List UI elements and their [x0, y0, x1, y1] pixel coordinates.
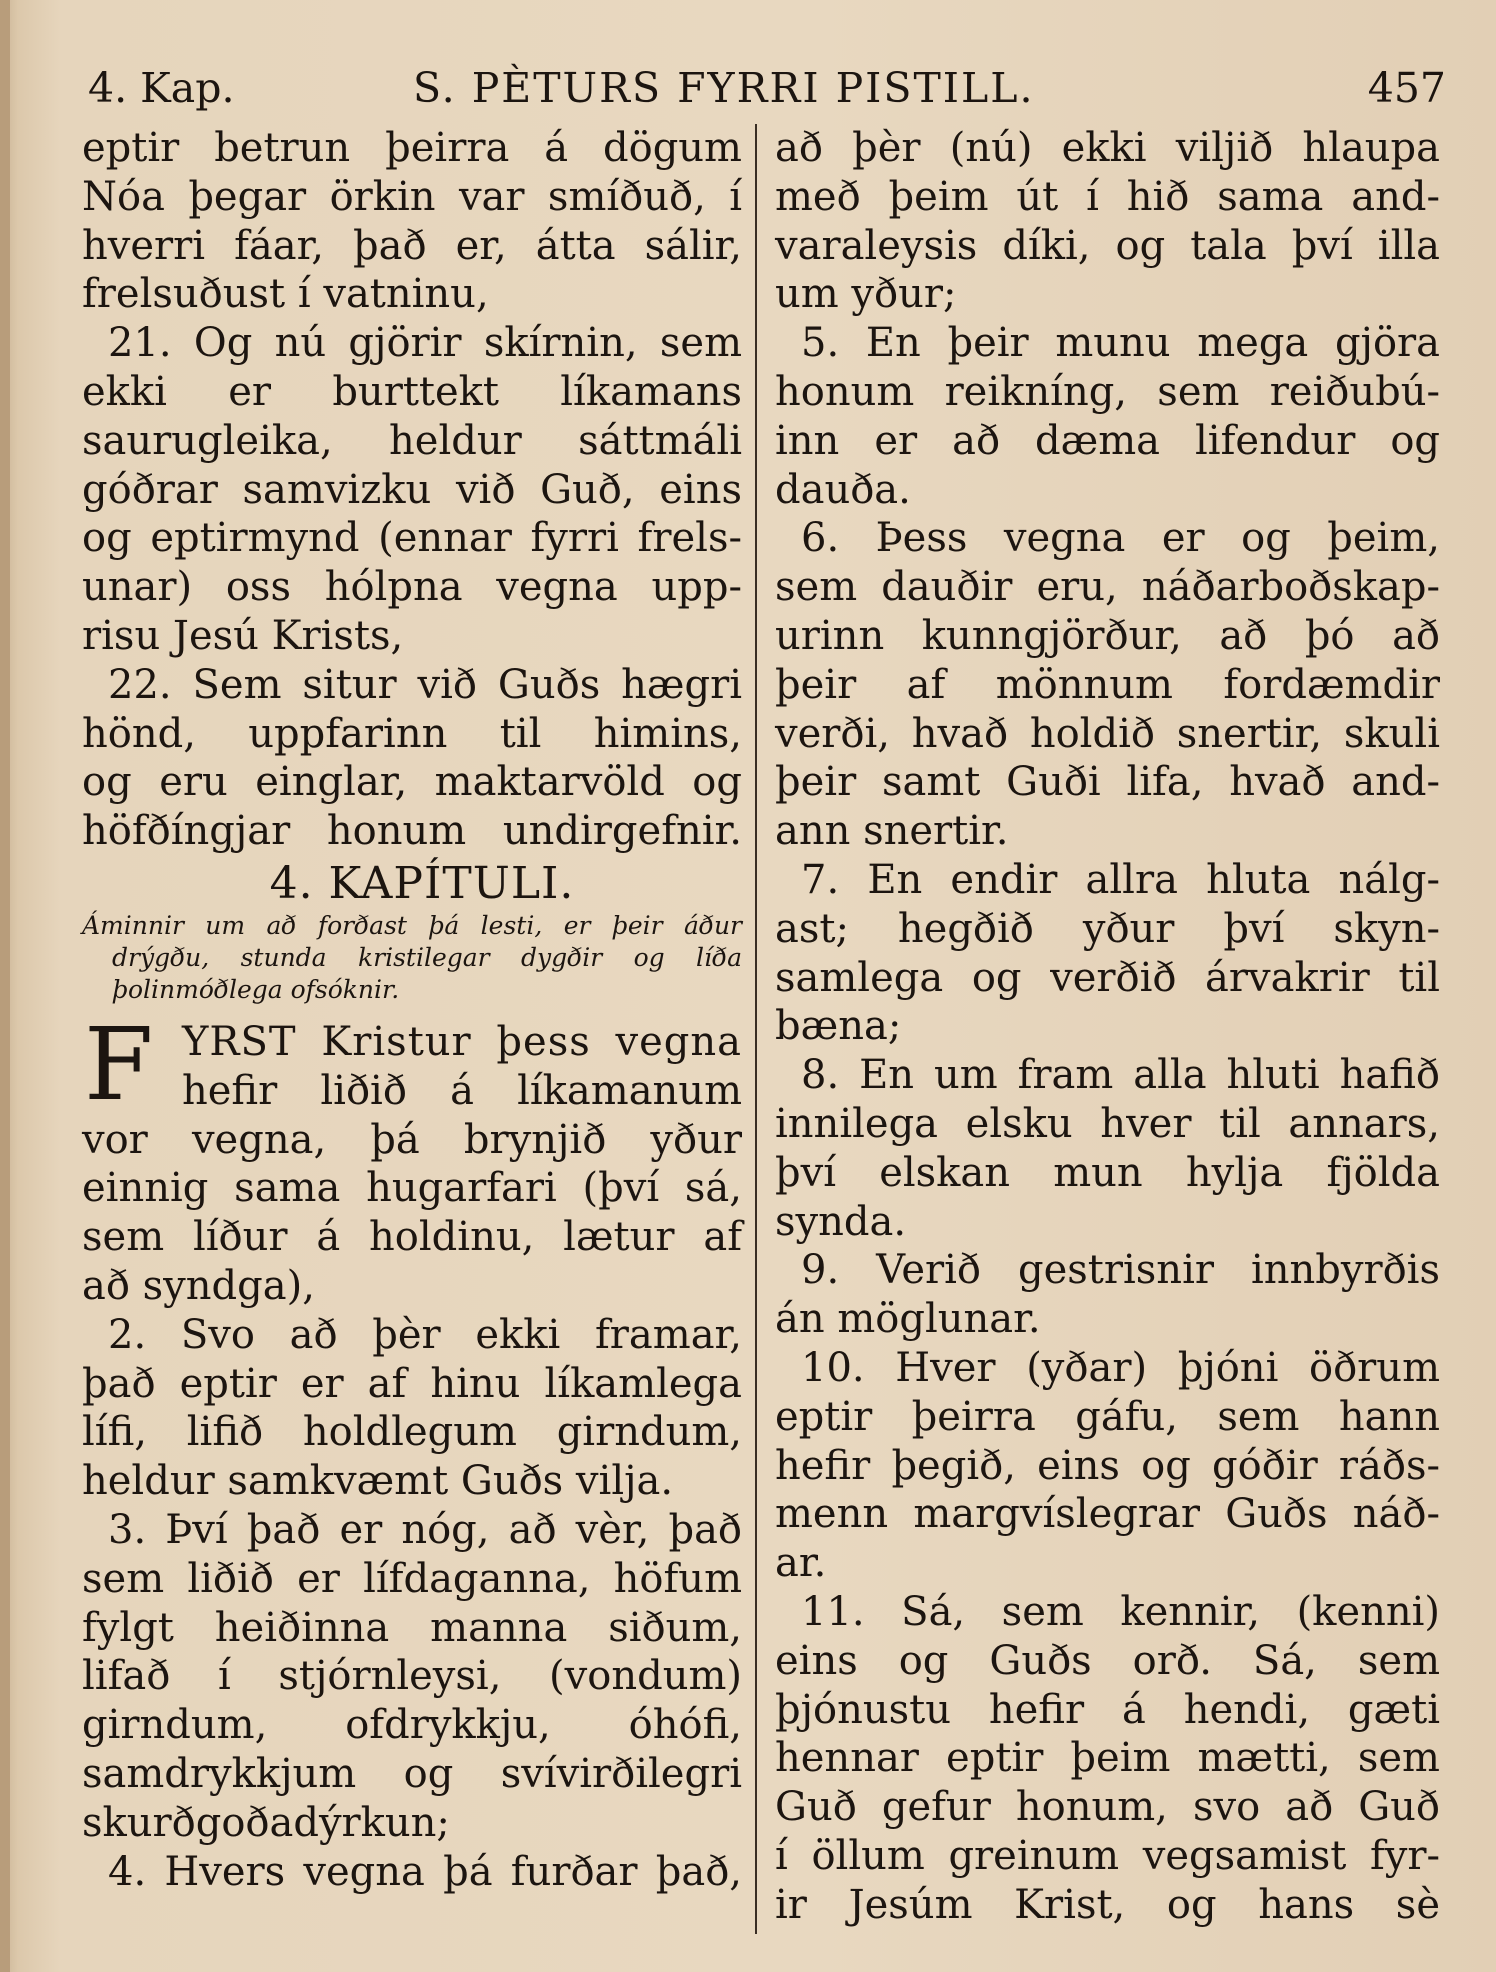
verse-2-start: 2. Svo að þèr ekki framar, [108, 1311, 742, 1358]
verse-7-start: 7. En endir allra hluta nálg- [801, 856, 1440, 903]
text-line: Nóa þegar örkin var smíðuð, í [82, 173, 742, 220]
text-line: það eptir er af hinu líkamlega [82, 1360, 742, 1407]
text-line: samlega og verðið árvakrir til [775, 954, 1440, 1001]
verse-3-start: 3. Því það er nóg, að vèr, það [108, 1506, 742, 1553]
verse-8-start: 8. En um fram alla hluti hafið [801, 1052, 1440, 1099]
text-line: um yður; [775, 271, 957, 318]
text-line: án möglunar. [775, 1296, 1041, 1343]
verse-4-start: 4. Hvers vegna þá furðar það, [108, 1848, 742, 1895]
text-line: þjónustu hefir á hendi, gæti [775, 1686, 1440, 1733]
text-line: einnig sama hugarfari (því sá, [82, 1165, 742, 1212]
column-divider [755, 124, 757, 1934]
text-line: lifað í stjórnleysi, (vondum) [82, 1653, 742, 1700]
text-line: heldur samkvæmt Guðs vilja. [82, 1458, 674, 1505]
text-line: inn er að dæma lifendur og [775, 417, 1440, 464]
verse-11-start: 11. Sá, sem kennir, (kenni) [801, 1588, 1440, 1635]
verse-22-start: 22. Sem situr við Guðs hægri [108, 661, 742, 708]
text-line: varaleysis díki, og tala því illa [775, 222, 1440, 269]
text-line: vor vegna, þá brynjið yður [82, 1116, 742, 1163]
right-column [775, 124, 1440, 1929]
text-line: að syndga), [82, 1262, 315, 1309]
text-line: menn margvíslegrar Guðs náð- [775, 1491, 1440, 1538]
verse-6-start: 6. Þess vegna er og þeim, [801, 515, 1440, 562]
text-line: höfðíngjar honum undirgefnir. [82, 808, 742, 855]
summary-line: þolinmóðlega ofsóknir. [112, 974, 400, 1004]
text-line: hefir liðið á líkamanum [182, 1067, 742, 1114]
chapter-label: 4. Kap. [88, 64, 235, 112]
text-line: skurðgoðadýrkun; [82, 1799, 450, 1846]
text-line: sem liðið er lífdaganna, höfum [82, 1555, 742, 1602]
text-line: dauða. [775, 466, 911, 513]
text-line: ekki er burttekt líkamans [82, 368, 742, 415]
text-line: sem dauðir eru, náðarboðskap- [775, 564, 1440, 611]
chapter-heading: 4. KAPÍTULI. [269, 857, 575, 909]
verse-5-start: 5. En þeir munu mega gjöra [801, 320, 1440, 367]
book-title: S. PÈTURS FYRRI PISTILL. [413, 64, 1035, 112]
verse-9-start: 9. Verið gestrisnir innbyrðis [801, 1247, 1440, 1294]
text-line: fylgt heiðinna manna siðum, [82, 1604, 742, 1651]
text-line: í öllum greinum vegsamist fyr- [775, 1832, 1440, 1879]
text-line: eptir betrun þeirra á dögum [82, 125, 742, 171]
verse-10-start: 10. Hver (yðar) þjóni öðrum [801, 1344, 1440, 1391]
text-line: sem líður á holdinu, lætur af [82, 1214, 742, 1261]
text-line: hefir þegið, eins og góðir ráðs- [775, 1442, 1440, 1489]
text-line: hennar eptir þeim mætti, sem [775, 1735, 1440, 1782]
text-line: ir Jesúm Krist, og hans sè [775, 1881, 1440, 1928]
text-line: YRST Kristur þess vegna [182, 1018, 742, 1065]
text-line: þeir samt Guði lifa, hvað and- [775, 759, 1440, 806]
text-line: því elskan mun hylja fjölda [775, 1149, 1440, 1196]
text-line: frelsuðust í vatninu, [82, 271, 489, 318]
summary-line: Áminnir um að forðast þá lesti, er þeir áður [82, 910, 742, 940]
chapter-opening [82, 1005, 742, 1123]
text-line: bæna; [775, 1003, 902, 1050]
text-line: hverri fáar, það er, átta sálir, [82, 222, 742, 269]
running-head [88, 60, 1446, 116]
text-line: hönd, uppfarinn til himins, [82, 710, 742, 757]
text-line: að þèr (nú) ekki viljið hlaupa [775, 125, 1440, 171]
text-line: þeir af mönnum fordæmdir [775, 661, 1440, 708]
text-line: urinn kunngjörður, að þó að [775, 612, 1440, 659]
text-line: girndum, ofdrykkju, óhófi, [82, 1702, 742, 1749]
text-line: eptir þeirra gáfu, sem hann [775, 1393, 1440, 1440]
text-line: honum reikníng, sem reiðubú- [775, 368, 1440, 415]
text-line: og eru einglar, maktarvöld og [82, 759, 742, 806]
text-line: eins og Guðs orð. Sá, sem [775, 1637, 1440, 1684]
left-column [82, 124, 742, 1896]
page-gutter-shadow [0, 0, 10, 1972]
text-line: saurugleika, heldur sáttmáli [82, 417, 742, 464]
text-line: og eptirmynd (ennar fyrri frels- [82, 515, 742, 562]
summary-line: drýgðu, stunda kristilegar dygðir og líða [112, 942, 742, 972]
text-line: verði, hvað holdið snertir, skuli [775, 710, 1440, 757]
drop-cap: F [84, 1005, 154, 1123]
text-line: lífi, lifið holdlegum girndum, [82, 1409, 742, 1456]
chapter-summary [82, 910, 742, 1006]
text-line: Guð gefur honum, svo að Guð [775, 1784, 1440, 1831]
text-line: ast; hegðið yður því skyn- [775, 905, 1440, 952]
verse-21-start: 21. Og nú gjörir skírnin, sem [108, 320, 742, 367]
text-line: synda. [775, 1198, 907, 1245]
text-line: unar) oss hólpna vegna upp- [82, 564, 742, 611]
text-line: ann snertir. [775, 808, 1009, 855]
text-line: innilega elsku hver til annars, [775, 1100, 1440, 1147]
text-line: ar. [775, 1540, 827, 1587]
text-line: með þeim út í hið sama and- [775, 173, 1440, 220]
text-line: risu Jesú Krists, [82, 612, 404, 659]
text-line: góðrar samvizku við Guð, eins [82, 466, 742, 513]
page-number: 457 [1367, 64, 1446, 112]
text-line: samdrykkjum og svívirðilegri [82, 1750, 742, 1797]
